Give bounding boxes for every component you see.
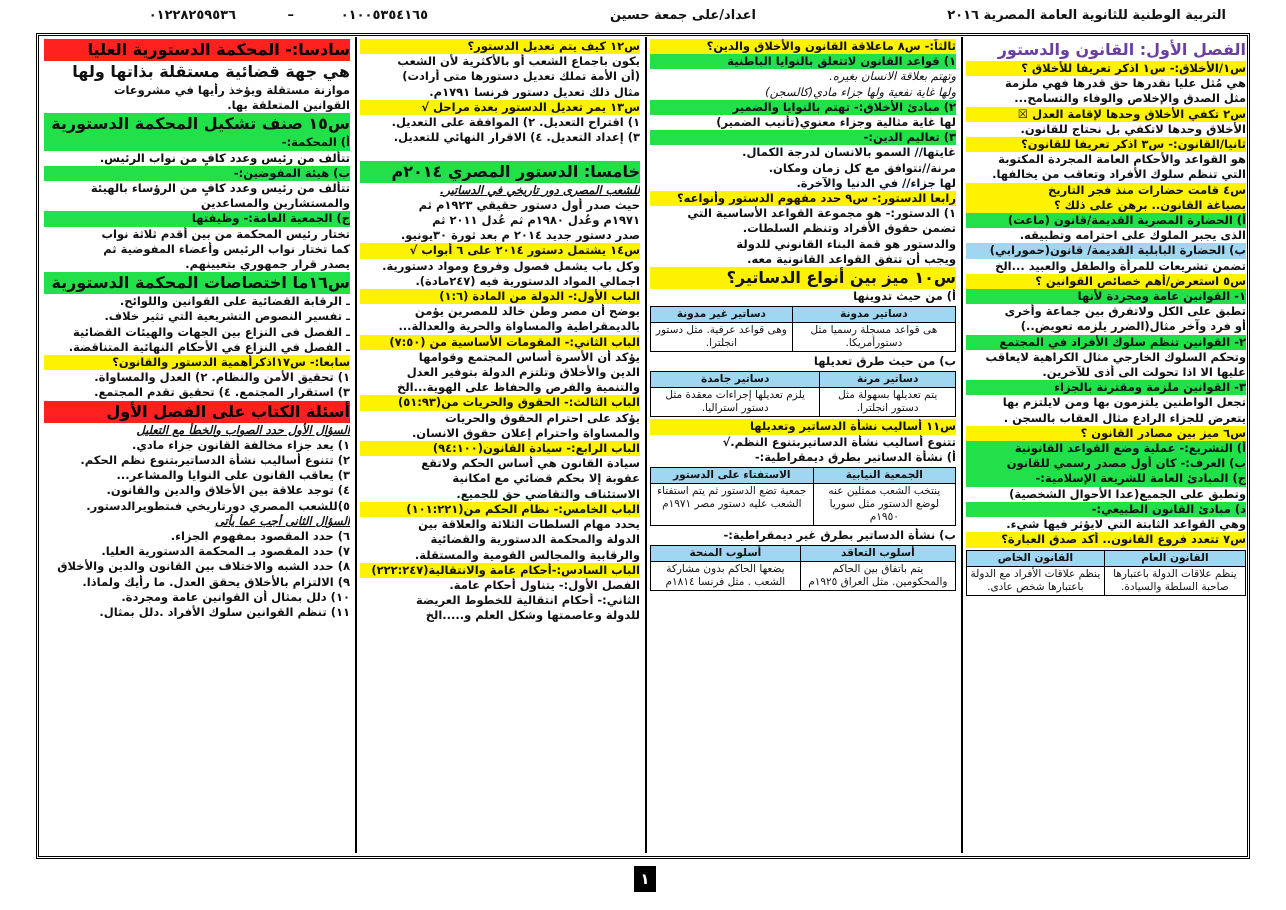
text-line: ٨) حدد الشبه والاختلاف بين القانون والدين والأخلاق: [57, 559, 350, 574]
text-line: ١) يعد جزاء مخالفة القانون جزاء مادي.: [131, 437, 350, 452]
text-line: مرنة//تتوافق مع كل زمان ومكان.: [768, 160, 956, 175]
comparison-table: [966, 550, 1246, 596]
text-line: لها غاية مثالية وجزاء معنوي(تأنيب الضمير): [716, 115, 956, 130]
text-line: السؤال الأول حدد الصواب والخطأ مع التعليل: [136, 422, 350, 437]
text-line: ١- القوانين عامة ومجردة لأنها: [966, 289, 1246, 304]
text-line: والتنمية والفرص والحفاظ على الهوية...الخ: [397, 380, 640, 395]
table-row: [967, 566, 1246, 595]
text-line: الباب الأول:- الدولة من المادة (١:٦): [360, 289, 640, 304]
text-line: ثانيا/القانون:- س٣ اذكر تعريفا للقانون؟: [966, 137, 1246, 152]
column-constitutional-court: [40, 37, 354, 853]
text-line: الفصل الأول:- يتناول أحكام عامة.: [449, 577, 640, 592]
text-line: تضمن تشريعات للمرأة والطفل والعبيد ...الخ: [995, 258, 1246, 273]
text-line: يكون باجماع الشعب أو بالأكثرية لأن الشعب: [397, 54, 640, 69]
table-cell: يتم تعديلها بسهولة مثل دستور انجلترا.: [820, 388, 956, 417]
text-line: س١٤ يشتمل دستور ٢٠١٤ على ٦ أبواب √: [360, 243, 640, 258]
text-line: وكل باب يشمل فصول وفروع ومواد دستورية.: [382, 258, 640, 273]
text-line: الأخلاق وحدها لاتكفي بل نحتاج للقانون.: [1020, 121, 1246, 136]
text-line: ب) الحضارة البابلية القديمة/ قانون(حمورابي): [966, 243, 1246, 258]
text-line: [360, 145, 640, 160]
text-line: وتهتم بعلاقة الانسان بغيره.: [829, 69, 956, 84]
text-line: ١) اقتراح التعديل. ٢) الموافقة على التعديل.: [391, 115, 640, 130]
text-line: ١) الدستور:- هو مجموعة القواعد الأساسية التي: [687, 206, 956, 221]
text-line: والدستور هو قمة البناء القانوني للدولة: [736, 236, 956, 251]
text-line: والمستشارين والمساعدين: [200, 196, 350, 211]
text-line: ٢) مبادئ الأخلاق:- تهتم بالنوايا والضمير: [650, 100, 956, 115]
text-line: ١٩٧١م وعُدل ١٩٨٠م ثم عُدل ٢٠١١ ثم: [432, 213, 640, 228]
text-line: أسئلة الكتاب على الفصل الأول: [44, 401, 350, 423]
table-header-cell: الجمعية النيابية: [813, 468, 955, 484]
text-line: س١٥ صنف تشكيل المحكمة الدستورية: [44, 113, 350, 135]
text-line: حيث صدر أول دستور حقيقي ١٩٢٣م ثم: [418, 197, 640, 212]
page-number: ١: [634, 866, 656, 892]
text-line: هي مُثل عليا نقدرها حق قدرها فهي ملزمة: [1005, 76, 1246, 91]
comparison-table: [650, 467, 956, 526]
table-header-cell: دساتير غير مدونة: [651, 307, 793, 323]
text-line: ج) الجمعية العامة:- وظيفتها: [44, 211, 350, 226]
text-line: هو القواعد والأحكام العامة المجردة المكتوبة: [998, 152, 1246, 167]
text-line: س١٦ما اختصاصات المحكمة الدستورية: [44, 272, 350, 294]
text-line: س٤ قامت حضارات منذ فجر التاريخ: [966, 183, 1246, 198]
text-line: ٢- القوانين تنظم سلوك الأفراد في المجتمع: [966, 335, 1246, 350]
phone-number-2: ٠١٢٢٨٢٥٩٥٣٦: [148, 8, 236, 23]
table-row: [651, 562, 956, 591]
text-line: سابعا:- س١٧اذكرأهمية الدستور والقانون؟: [44, 355, 350, 370]
table-header-cell: القانون الخاص: [967, 550, 1105, 566]
text-line: د) مبادئ القانون الطبيعي:-: [966, 502, 1246, 517]
text-line: يحدد مهام السلطات الثلاثة والعلاقة بين: [418, 517, 640, 532]
text-line: أ) المحكمة:-: [44, 135, 350, 150]
table-cell: ينظم علاقات الدولة باعتبارها صاحبة السلطة والسيادة.: [1104, 566, 1245, 595]
text-line: الباب الثالث:- الحقوق والحريات من(٥١:٩٣): [360, 395, 640, 410]
text-line: أ) الحضارة المصرية القديمة/قانون (ماعت): [966, 213, 1246, 228]
text-line: صدر دستور جديد ٢٠١٤ م بعد ثورة ٣٠يونيو.: [400, 228, 640, 243]
text-line: ب) نشأة الدساتير بطرق غير ديمقراطية:-: [723, 528, 956, 543]
text-line: ويجب أن تتفق القواعد القانونية معه.: [747, 251, 956, 266]
text-line: هي جهة قضائية مستقلة بذاتها ولها: [72, 62, 350, 81]
table-header-cell: دساتير مرنة: [820, 372, 956, 388]
text-line: ٧) حدد المقصود بـ المحكمة الدستورية العليا.: [101, 544, 350, 559]
text-line: لها جزاء// في الدنيا والآخرة.: [796, 175, 956, 190]
text-line: س١١ أساليب نشأة الدساتير وتعديلها: [650, 419, 956, 434]
text-line: ـ الفصل فى النزاع بين الجهات والهيئات القضائية: [73, 324, 350, 339]
text-line: أو فرد وآخر مثال(الضرر يلزمه تعويض..): [1020, 319, 1246, 334]
text-line: وتطبق على الجميع(عدا الأحوال الشخصية): [1009, 486, 1246, 501]
phone-number-1: ٠١٠٠٥٣٥٤١٦٥: [340, 8, 428, 23]
text-line: ٩) الالتزام بالأخلاق يحقق العدل. ما رأيك ولماذا.: [82, 574, 350, 589]
text-line: يوضح أن مصر وطن خالد للمصرين يؤمن: [414, 304, 640, 319]
text-line: ٣) تعاليم الدين:-: [650, 130, 956, 145]
table-row: [651, 484, 956, 526]
text-line: س٦ ميز بين مصادر القانون ؟: [966, 426, 1246, 441]
column-constitution-types: [646, 37, 960, 853]
text-line: الباب الخامس:- نظام الحكم من(١٠١:٢٢١): [360, 502, 640, 517]
text-line: الذى يجبر الملوك على احترامه وتطبيقه.: [1019, 228, 1246, 243]
text-line: ولها غاية نفعية ولها جزاء مادي(كالسجن): [765, 84, 956, 99]
text-line: ١٠) دلل بمثال أن القوانين عامة ومجردة.: [121, 589, 350, 604]
text-line: رابعا الدستور:- س٩ حدد مفهوم الدستور وأنواعه؟: [650, 191, 956, 206]
text-line: تختار رئيس المحكمة من بين أقدم ثلاثة نواب: [101, 226, 350, 241]
table-cell: يتم باتفاق بين الحاكم والمحكومين. مثل العراق ١٩٢٥م: [800, 562, 955, 591]
text-line: ثالثاً:- س٨ ماعلاقة القانون والأخلاق والدين؟: [650, 39, 956, 54]
text-line: يؤكد أن الأسرة أساس المجتمع وقوامها: [418, 349, 640, 364]
text-line: ١) قواعد القانون لاتتعلق بالنوايا الباطنية: [650, 54, 956, 69]
text-line: ٣- القوانين ملزمة ومقترنة بالجزاء: [966, 380, 1246, 395]
table-cell: ينظم علاقات الأفراد مع الدولة باعتبارها شخص عادى.: [967, 566, 1105, 595]
text-line: س٥ استعرض/أهم خصائص القوانين ؟: [966, 274, 1246, 289]
phone-separator: –: [287, 8, 294, 23]
table-row: [651, 323, 956, 352]
text-line: تتنوع أساليب نشأة الدساتيربتنوع النظم.√: [722, 434, 956, 449]
text-line: تتألف من رئيس وعدد كافٍ من الرؤساء بالهيئة: [90, 181, 350, 196]
text-line: ٦) حدد المقصود بمفهوم الجزاء.: [170, 529, 350, 544]
text-line: بالديمقراطية والمساواة والحرية والعدالة...: [398, 319, 640, 334]
text-line: القوانين المتعلقة بها.: [227, 98, 350, 113]
table-header-cell: أسلوب المنحة: [651, 546, 801, 562]
text-line: ٥)للشعب المصري دورتاريخي فىتطويرالدستور.: [86, 498, 350, 513]
text-line: أ) من حيث تدوينها: [853, 289, 956, 304]
text-line: عليها الا اذا تحولت الى أذى للآخرين.: [1042, 365, 1246, 380]
text-line: أ) التشريع:- عملية وضع القواعد القانونية: [966, 441, 1246, 456]
comparison-table: [650, 545, 956, 591]
text-line: س٧ تتعدد فروع القانون.. أكد صدق العبارة؟: [966, 532, 1246, 547]
table-header-cell: أسلوب التعاقد: [800, 546, 955, 562]
text-line: يصدر قرار جمهوري بتعيينهم.: [185, 257, 350, 272]
text-line: تتألف من رئيس وعدد كافٍ من نواب الرئيس.: [99, 150, 350, 165]
text-line: عقوبة إلا بحكم قضائي مع امكانية: [452, 471, 640, 486]
table-cell: ينتخب الشعب ممثلين عنه لوضع الدستور مثل سوريا ١٩٥٠م: [813, 484, 955, 526]
text-line: تجعل الواطنين يلتزمون بها ومن لايلتزم بها: [1002, 395, 1246, 410]
table-cell: يضعها الحاكم بدون مشاركة الشعب . مثل فرنسا ١٨١٤م: [651, 562, 801, 591]
text-line: وهي القواعد الثابتة التي لايؤثر فيها شيء.: [1006, 517, 1246, 532]
column-egyptian-constitution: [356, 37, 644, 853]
text-line: ١) تحقيق الأمن والنظام. ٢) العدل والمساواة.: [94, 370, 350, 385]
text-line: ب) من حيث طرق تعديلها: [813, 354, 956, 369]
text-line: سيادة القانون هي أساس الحكم ولاتقع: [421, 456, 640, 471]
text-line: وتحكم السلوك الخارجي مثال الكراهية لايعاقب: [985, 349, 1246, 364]
text-line: (أن الأمة تملك تعديل دستورها متى أرادت): [402, 69, 640, 84]
course-title: التربية الوطنية للثانوية العامة المصرية ٢٠١٦: [947, 8, 1226, 23]
text-line: سادسا:- المحكمة الدستورية العليا: [44, 39, 350, 61]
text-line: غايتها// السمو بالانسان لدرجة الكمال.: [742, 145, 956, 160]
text-line: موازنة مستقلة ويؤخذ رأيها في مشروعات: [113, 83, 350, 97]
text-line: ـ الفصل في النزاع في الأحكام النهائية المتناقضة.: [68, 339, 350, 354]
table-header-cell: دساتير جامدة: [651, 372, 820, 388]
text-line: السؤال الثانى أجب عما يأتى: [214, 513, 350, 528]
text-line: ١١) تنظم القوانين سلوك الأفراد .دلل بمثال.: [99, 605, 350, 620]
text-line: كما تختار نواب الرئيس وأعضاء المفوضية ثم: [103, 241, 350, 256]
table-header-cell: الاستفتاء على الدستور: [651, 468, 814, 484]
text-line: ٤) توجد علاقة بين الأخلاق والدين والقانون.: [106, 483, 350, 498]
text-line: اجمالي المواد الدستورية فيه (٢٤٧مادة).: [415, 273, 640, 288]
text-line: تطبق على الكل ولاتفرق بين جماعة وأخرى: [1004, 304, 1246, 319]
text-line: س١٢ كيف يتم تعديل الدستور؟: [360, 39, 640, 54]
text-line: ٣) يعاقب القانون على النوايا والمشاعر...: [116, 468, 350, 483]
table-row: [651, 388, 956, 417]
table-cell: يلزم تعديلها إجراءات معقدة مثل دستور استراليا.: [651, 388, 820, 417]
text-line: التي تنظم سلوك الأفراد وتعاقب من يخالفها.: [992, 167, 1246, 182]
table-header-cell: القانون العام: [1104, 550, 1245, 566]
text-line: بصياغة القانون.. برهن على ذلك ؟: [966, 198, 1246, 213]
table-cell: وهى قواعد عرفية. مثل دستور انجلترا.: [651, 323, 793, 352]
text-line: ب) العرف:- كان أول مصدر رسمي للقانون: [966, 456, 1246, 471]
text-line: للدولة وعاصمتها وشكل العلم و.....الخ: [425, 608, 640, 623]
text-line: والمساواة واحترام إعلان حقوق الانسان.: [411, 425, 640, 440]
page-header: [30, 6, 1256, 26]
text-line: ٣) استقرار المجتمع. ٤) تحقيق تقدم المجتمع.: [94, 385, 350, 400]
text-line: س١/الأخلاق:- س١ اذكر تعريفا للأخلاق ؟: [966, 61, 1246, 76]
text-line: مثال ذلك تعديل دستور فرنسا ١٧٩١م.: [429, 84, 640, 99]
text-line: الباب السادس:-أحكام عامة والانتقالية(٢٢٢:٢٤٧): [360, 563, 640, 578]
text-line: الباب الرابع:- سيادة القانون(٩٤:١٠٠): [360, 441, 640, 456]
text-line: الفصل الأول: القانون والدستور: [997, 40, 1246, 59]
text-line: س١٣ يمر تعديل الدستور بعدة مراحل √: [360, 100, 640, 115]
text-line: الثاني:- أحكام انتقالية للخطوط العريضة: [416, 593, 640, 608]
text-line: خامسا: الدستور المصري ٢٠١٤م: [360, 161, 640, 183]
text-line: ب) هيئة المفوضين:-: [44, 166, 350, 181]
author-credit: اعداد/على جمعة حسين: [609, 8, 756, 23]
table-cell: هى قواعد مسجلة رسميا مثل دستورأمريكا.: [792, 323, 955, 352]
table-cell: جمعية تضع الدستور ثم يتم استفتاء الشعب عليه دستور مصر ١٩٧١م: [651, 484, 814, 526]
text-line: ٣) إعداد التعديل. ٤) الاقرار النهائي للتعديل.: [393, 130, 640, 145]
text-line: مثل الصدق والإخلاص والوفاء والتسامح...: [1014, 91, 1246, 106]
text-line: ـ الرقابة القضائية على القوانين واللوائح.: [119, 294, 350, 309]
comparison-table: [650, 371, 956, 417]
text-line: الاستئناف والتقاضي حق للجميع.: [456, 486, 640, 501]
text-line: س٢ تكفي الأخلاق وحدها لإقامة العدل ☒: [966, 107, 1246, 122]
text-line: ج) المبادئ العامة للشريعة الإسلامية:-: [966, 471, 1246, 486]
comparison-table: [650, 306, 956, 352]
column-law-and-constitution: [962, 37, 1250, 853]
text-line: ٢) تتنوع أساليب نشأة الدساتيربتنوع نظم الحكم.: [80, 453, 350, 468]
table-header-cell: دساتير مدونة: [792, 307, 955, 323]
text-line: أ) نشأة الدساتير بطرق ديمقراطية:-: [754, 449, 956, 464]
text-line: الباب الثاني:- المقومات الأساسية من (٧:٥٠): [360, 335, 640, 350]
text-line: والرقابية والمجالس القومية والمستقلة.: [414, 547, 640, 562]
text-line: ـ تفسير النصوص التشريعية التي تثير خلاف.: [104, 309, 350, 324]
text-line: يتعرض للجزاء الرادع مثال العقاب بالسجن .: [1003, 410, 1246, 425]
text-line: تضمن حقوق الأفراد وتنظم السلطات.: [742, 221, 956, 236]
text-line: الدين والأخلاق وتلتزم الدولة بتوفير العدل: [406, 365, 640, 380]
text-line: يؤكد على احترام الحقوق والحريات: [445, 410, 640, 425]
text-line: للشعب المصرى دور تاريخي في الدساتير.: [439, 182, 640, 197]
text-line: س١٠ ميز بين أنواع الدساتير؟: [650, 267, 956, 289]
text-line: الدولة والمحكمة الدستورية والقضائية: [430, 532, 640, 547]
